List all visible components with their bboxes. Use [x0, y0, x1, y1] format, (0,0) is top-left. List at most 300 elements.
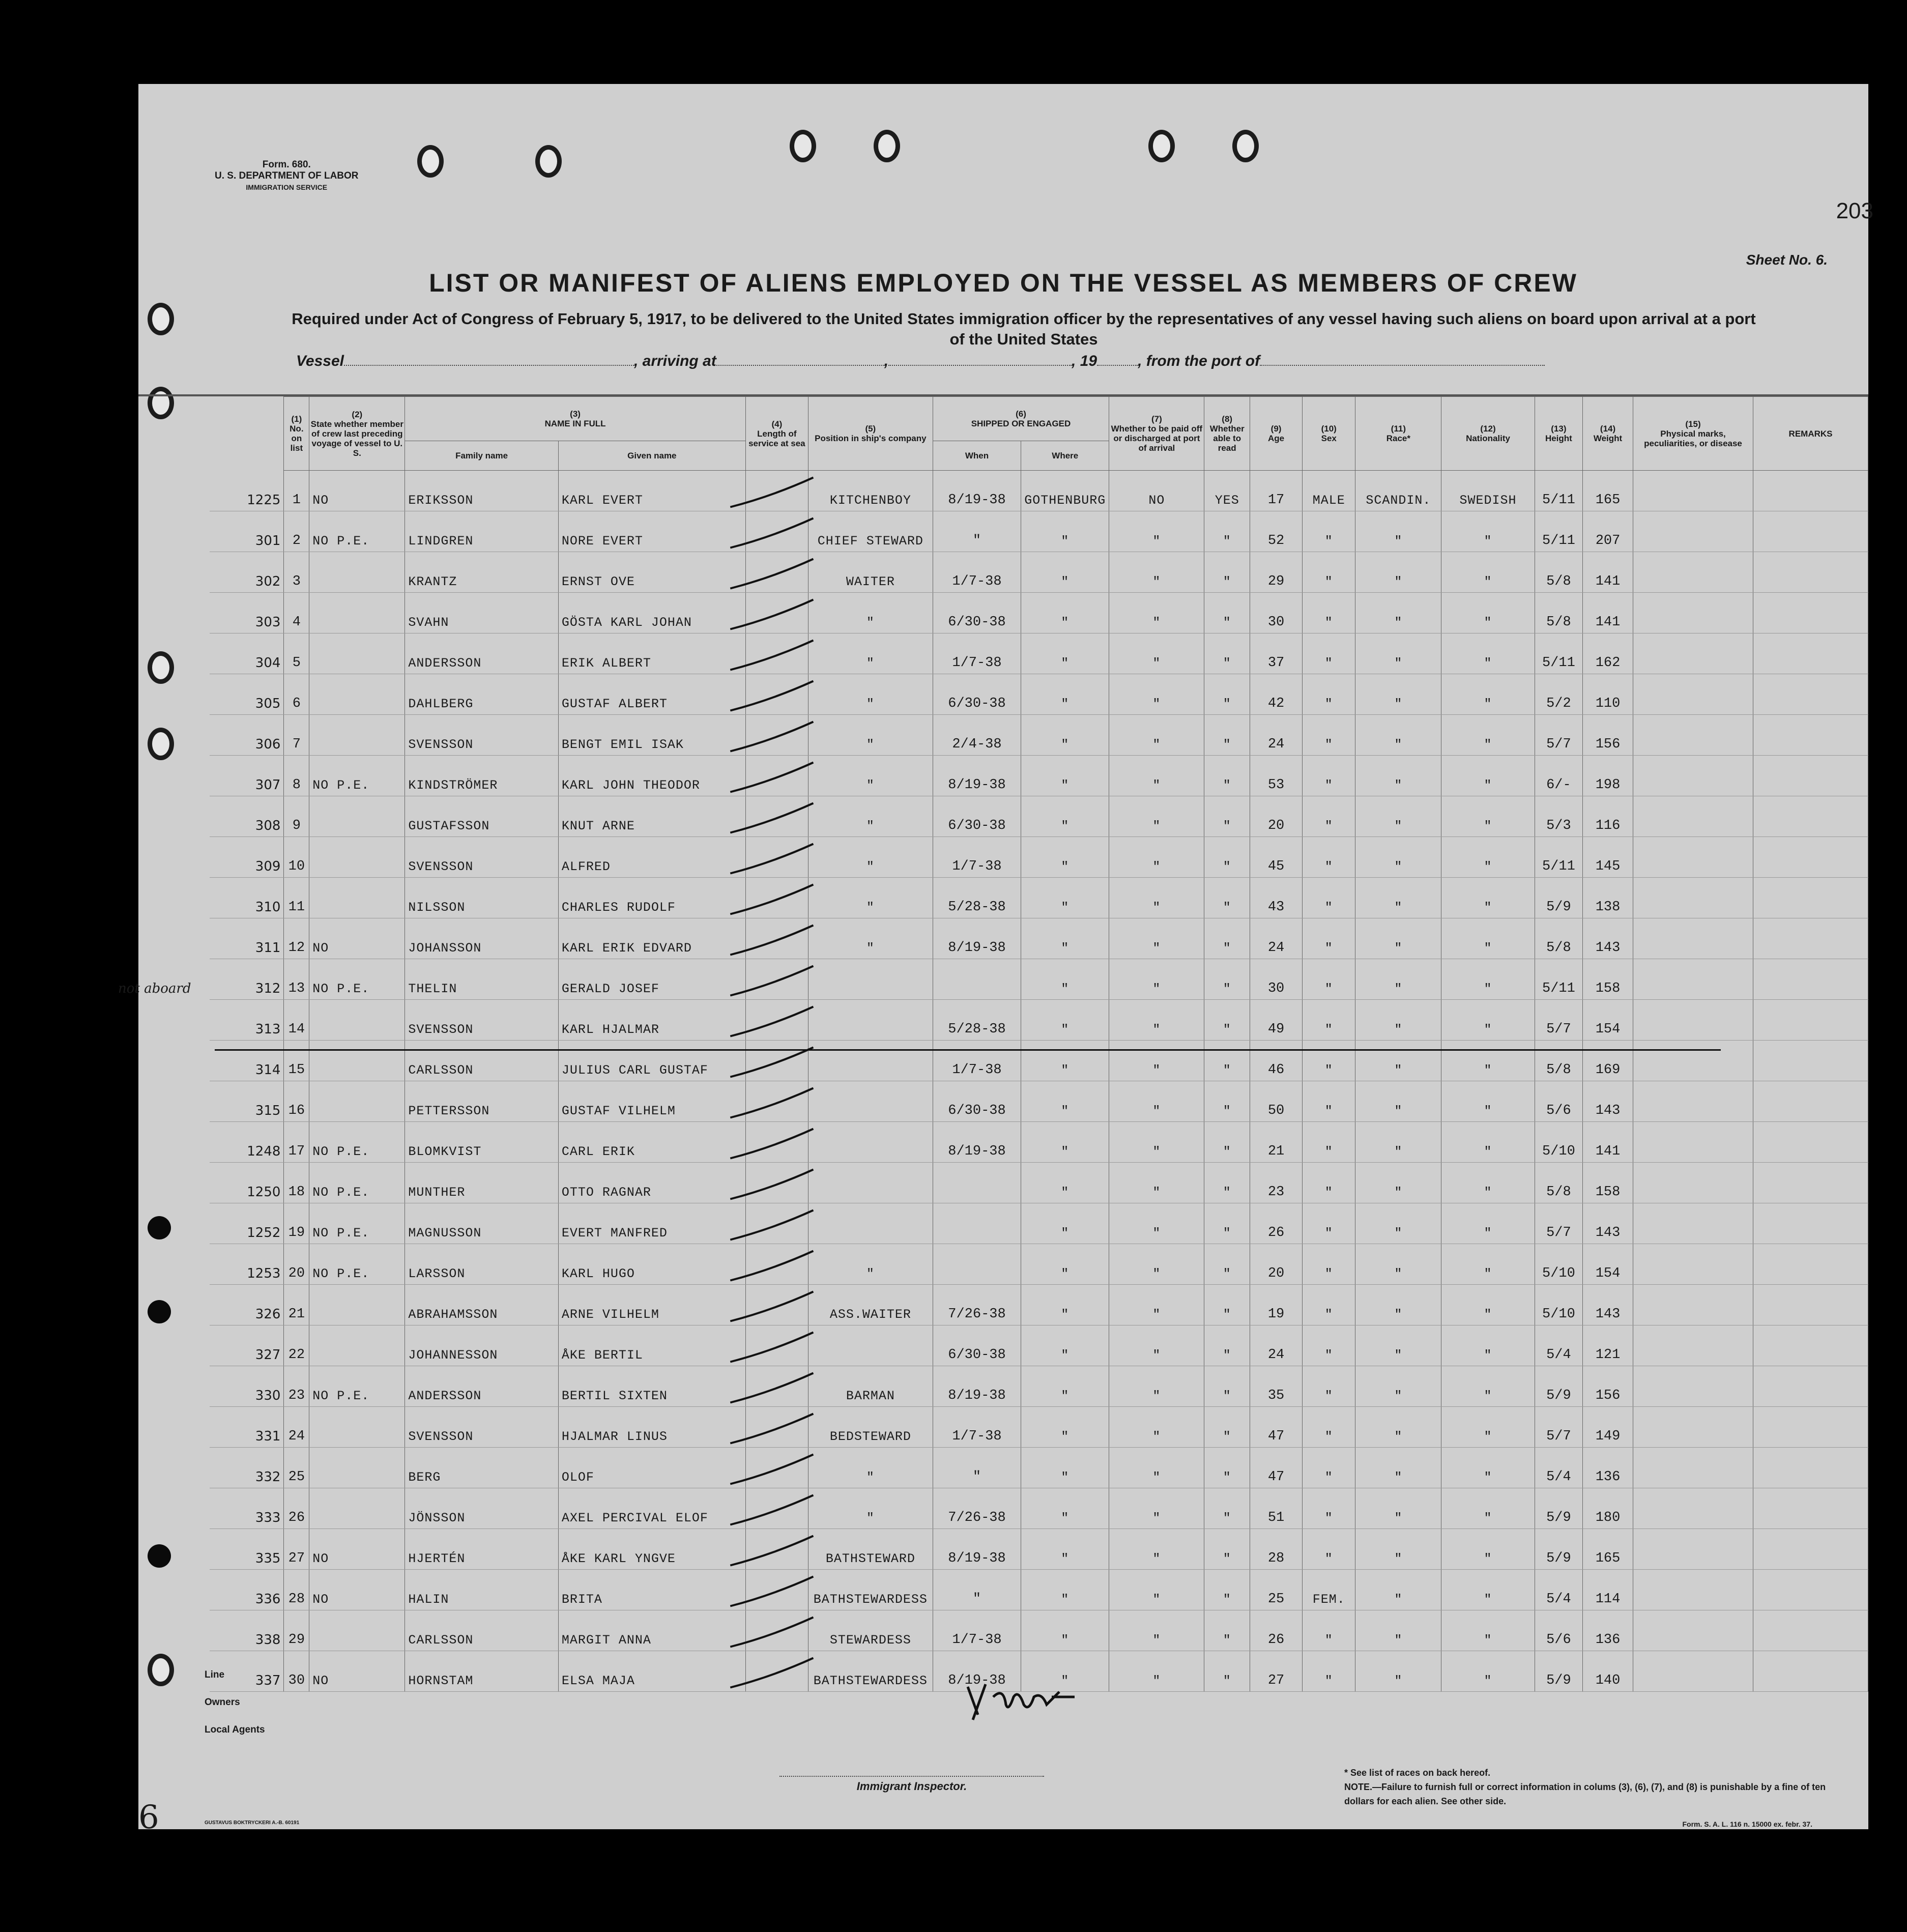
shipped-when-cell: 5/28-38 [933, 878, 1021, 918]
race-cell: " [1355, 674, 1441, 715]
able-to-read-cell: " [1204, 1610, 1250, 1651]
family-name-cell: ANDERSSON [405, 1366, 559, 1407]
line-label: Line [205, 1669, 225, 1680]
paid-off-cell: " [1109, 1081, 1204, 1122]
able-to-read-cell: " [1204, 1651, 1250, 1692]
previous-voyage-cell: NO P.E. [309, 1244, 405, 1285]
shipped-where-cell: " [1021, 959, 1109, 1000]
nationality-cell: " [1441, 918, 1535, 959]
previous-voyage-cell: NO P.E. [309, 756, 405, 796]
shipped-where-cell: " [1021, 1203, 1109, 1244]
margin-number-cell: 337 [210, 1651, 284, 1692]
shipped-when-cell: 2/4-38 [933, 715, 1021, 756]
family-name-cell: HORNSTAM [405, 1651, 559, 1692]
race-cell: " [1355, 1081, 1441, 1122]
given-name-cell: MARGIT ANNA [558, 1610, 745, 1651]
family-name-cell: LINDGREN [405, 511, 559, 552]
given-name-cell: OLOF [558, 1448, 745, 1488]
handwritten-number: 6 [138, 1799, 159, 1836]
slash-mark [730, 1658, 813, 1688]
paid-off-cell: " [1109, 756, 1204, 796]
margin-number-cell: 338 [210, 1610, 284, 1651]
shipped-where-cell: " [1021, 756, 1109, 796]
family-name-cell: LARSSON [405, 1244, 559, 1285]
from-port-label: , from the port of [1138, 353, 1260, 369]
shipped-where-cell: " [1021, 1163, 1109, 1203]
sex-cell: " [1303, 1610, 1355, 1651]
sex-cell: " [1303, 796, 1355, 837]
nationality-cell: SWEDISH [1441, 471, 1535, 511]
margin-number-cell: 1225 [210, 471, 284, 511]
list-number-cell: 9 [284, 796, 309, 837]
not-aboard-annotation: not aboard [118, 981, 191, 996]
age-cell: 20 [1250, 796, 1302, 837]
margin-number-cell: 311 [210, 918, 284, 959]
position-cell: WAITER [808, 552, 933, 593]
margin-number-cell: 307 [210, 756, 284, 796]
height-cell: 5/9 [1535, 1529, 1582, 1570]
given-name-cell: KARL HJALMAR [558, 1000, 745, 1041]
height-cell: 5/10 [1535, 1285, 1582, 1325]
position-cell: BARMAN [808, 1366, 933, 1407]
height-cell: 5/7 [1535, 1407, 1582, 1448]
given-name-cell: HJALMAR LINUS [558, 1407, 745, 1448]
position-cell: " [808, 837, 933, 878]
margin-number-cell: 336 [210, 1570, 284, 1610]
nationality-cell: " [1441, 796, 1535, 837]
sheet-number: Sheet No. 6. [1746, 252, 1828, 268]
family-name-cell: HJERTÉN [405, 1529, 559, 1570]
previous-voyage-cell: NO P.E. [309, 511, 405, 552]
sex-cell: " [1303, 1203, 1355, 1244]
previous-voyage-cell: NO P.E. [309, 1163, 405, 1203]
margin-number-cell: 304 [210, 633, 284, 674]
margin-number-cell: 330 [210, 1366, 284, 1407]
able-to-read-cell: " [1204, 1203, 1250, 1244]
margin-number-cell: 335 [210, 1529, 284, 1570]
page-title: LIST OR MANIFEST OF ALIENS EMPLOYED ON THE VESSEL AS MEMBERS OF CREW [429, 269, 1578, 297]
height-cell: 5/3 [1535, 796, 1582, 837]
weight-cell: 121 [1583, 1325, 1633, 1366]
nationality-cell: " [1441, 633, 1535, 674]
slash-mark [730, 1088, 813, 1118]
position-cell: " [808, 633, 933, 674]
height-cell: 5/9 [1535, 878, 1582, 918]
sex-cell: " [1303, 1366, 1355, 1407]
nationality-cell: " [1441, 1610, 1535, 1651]
height-cell: 5/10 [1535, 1244, 1582, 1285]
shipped-when-cell: " [933, 511, 1021, 552]
position-cell: " [808, 674, 933, 715]
given-name-cell: ELSA MAJA [558, 1651, 745, 1692]
family-name-cell: BERG [405, 1448, 559, 1488]
department: U. S. DEPARTMENT OF LABOR [215, 170, 359, 181]
nationality-cell: " [1441, 1448, 1535, 1488]
margin-number-cell: 1250 [210, 1163, 284, 1203]
race-cell: " [1355, 1203, 1441, 1244]
position-cell: BEDSTEWARD [808, 1407, 933, 1448]
paid-off-cell: " [1109, 959, 1204, 1000]
slash-mark [730, 559, 813, 589]
sex-cell: " [1303, 1081, 1355, 1122]
shipped-where-cell: " [1021, 1366, 1109, 1407]
weight-cell: 154 [1583, 1000, 1633, 1041]
given-name-cell: BRITA [558, 1570, 745, 1610]
age-cell: 37 [1250, 633, 1302, 674]
paid-off-cell: " [1109, 552, 1204, 593]
age-cell: 45 [1250, 837, 1302, 878]
race-cell: " [1355, 756, 1441, 796]
age-cell: 27 [1250, 1651, 1302, 1692]
slash-mark [730, 1251, 813, 1281]
age-cell: 30 [1250, 959, 1302, 1000]
position-cell: BATHSTEWARDESS [808, 1651, 933, 1692]
able-to-read-cell: " [1204, 1081, 1250, 1122]
margin-number-cell: 310 [210, 878, 284, 918]
sex-cell: " [1303, 1488, 1355, 1529]
sex-cell: " [1303, 1651, 1355, 1692]
slash-mark [730, 885, 813, 914]
paid-off-cell: " [1109, 1488, 1204, 1529]
family-name-cell: CARLSSON [405, 1610, 559, 1651]
margin-number-cell: 331 [210, 1407, 284, 1448]
footer-note [1344, 1766, 1843, 1808]
shipped-when-cell: 6/30-38 [933, 1325, 1021, 1366]
shipped-where-cell: " [1021, 674, 1109, 715]
shipped-where-cell: " [1021, 633, 1109, 674]
nationality-cell: " [1441, 1325, 1535, 1366]
slash-mark [730, 518, 813, 548]
shipped-where-cell: " [1021, 1122, 1109, 1163]
agents-label: Local Agents [205, 1724, 265, 1735]
paid-off-cell: " [1109, 1651, 1204, 1692]
col-paid-header: (7) Whether to be paid off or discharged at port of arrival [1109, 397, 1204, 471]
age-cell: 50 [1250, 1081, 1302, 1122]
slash-mark [730, 1292, 813, 1321]
nationality-cell: " [1441, 1081, 1535, 1122]
weight-cell: 198 [1583, 756, 1633, 796]
col-family-header: Family name [405, 441, 559, 471]
able-to-read-cell: " [1204, 1570, 1250, 1610]
height-cell: 5/9 [1535, 1651, 1582, 1692]
paid-off-cell: " [1109, 1407, 1204, 1448]
height-cell: 5/4 [1535, 1570, 1582, 1610]
shipped-where-cell: " [1021, 1610, 1109, 1651]
able-to-read-cell: " [1204, 756, 1250, 796]
slash-mark [730, 600, 813, 629]
shipped-when-cell: 7/26-38 [933, 1488, 1021, 1529]
race-cell: " [1355, 1122, 1441, 1163]
margin-number-cell: 312 [210, 959, 284, 1000]
list-number-cell: 30 [284, 1651, 309, 1692]
race-cell: " [1355, 1041, 1441, 1081]
able-to-read-cell: " [1204, 1163, 1250, 1203]
paid-off-cell: " [1109, 1122, 1204, 1163]
able-to-read-cell: " [1204, 1244, 1250, 1285]
slash-mark [730, 1333, 813, 1362]
sex-cell: " [1303, 1285, 1355, 1325]
shipped-where-cell: " [1021, 1244, 1109, 1285]
position-cell: " [808, 796, 933, 837]
weight-cell: 165 [1583, 1529, 1633, 1570]
margin-number-cell: 313 [210, 1000, 284, 1041]
family-name-cell: JOHANSSON [405, 918, 559, 959]
shipped-when-cell: 1/7-38 [933, 552, 1021, 593]
col-weight-header: (14) Weight [1583, 397, 1633, 471]
age-cell: 17 [1250, 471, 1302, 511]
col-where-header: Where [1021, 441, 1109, 471]
given-name-cell: GERALD JOSEF [558, 959, 745, 1000]
given-name-cell: ÅKE KARL YNGVE [558, 1529, 745, 1570]
given-name-cell: KARL JOHN THEODOR [558, 756, 745, 796]
height-cell: 5/8 [1535, 593, 1582, 633]
slash-mark [730, 1373, 813, 1403]
slash-mark [730, 681, 813, 711]
race-cell: " [1355, 715, 1441, 756]
race-cell: " [1355, 1407, 1441, 1448]
previous-voyage-cell: NO P.E. [309, 1203, 405, 1244]
shipped-where-cell: " [1021, 1651, 1109, 1692]
margin-number-cell: 327 [210, 1325, 284, 1366]
sex-cell: " [1303, 633, 1355, 674]
height-cell: 5/4 [1535, 1448, 1582, 1488]
race-cell: " [1355, 1651, 1441, 1692]
height-cell: 5/4 [1535, 1325, 1582, 1366]
margin-number-cell: 309 [210, 837, 284, 878]
list-number-cell: 23 [284, 1366, 309, 1407]
shipped-when-cell: 6/30-38 [933, 674, 1021, 715]
height-cell: 5/2 [1535, 674, 1582, 715]
sex-cell: " [1303, 878, 1355, 918]
list-number-cell: 29 [284, 1610, 309, 1651]
col-service-header: (4) Length of service at sea [745, 397, 808, 471]
list-number-cell: 28 [284, 1570, 309, 1610]
able-to-read-cell: " [1204, 552, 1250, 593]
slash-mark [730, 641, 813, 670]
position-cell: CHIEF STEWARD [808, 511, 933, 552]
position-cell: " [808, 756, 933, 796]
nationality-cell: " [1441, 1000, 1535, 1041]
nationality-cell: " [1441, 1570, 1535, 1610]
race-cell: " [1355, 1285, 1441, 1325]
arriving-label: , arriving at [633, 353, 716, 369]
list-number-cell: 3 [284, 552, 309, 593]
able-to-read-cell: " [1204, 878, 1250, 918]
service: IMMIGRATION SERVICE [246, 183, 328, 191]
height-cell: 5/10 [1535, 1122, 1582, 1163]
paid-off-cell: " [1109, 715, 1204, 756]
given-name-cell: BERTIL SIXTEN [558, 1366, 745, 1407]
able-to-read-cell: " [1204, 796, 1250, 837]
weight-cell: 180 [1583, 1488, 1633, 1529]
able-to-read-cell: " [1204, 511, 1250, 552]
list-number-cell: 21 [284, 1285, 309, 1325]
sex-cell: " [1303, 593, 1355, 633]
age-cell: 26 [1250, 1203, 1302, 1244]
position-cell: " [808, 715, 933, 756]
position-cell: " [808, 878, 933, 918]
family-name-cell: ANDERSSON [405, 633, 559, 674]
list-number-cell: 11 [284, 878, 309, 918]
slash-mark [730, 1007, 813, 1036]
weight-cell: 158 [1583, 1163, 1633, 1203]
sex-cell: " [1303, 715, 1355, 756]
height-cell: 5/8 [1535, 1163, 1582, 1203]
family-name-cell: KINDSTRÖMER [405, 756, 559, 796]
height-cell: 6/- [1535, 756, 1582, 796]
races-note: * See list of races on back hereof. [1344, 1768, 1491, 1778]
nationality-cell: " [1441, 1407, 1535, 1448]
paid-off-cell: " [1109, 1570, 1204, 1610]
race-cell: " [1355, 837, 1441, 878]
given-name-cell: KARL EVERT [558, 471, 745, 511]
shipped-when-cell: 6/30-38 [933, 593, 1021, 633]
weight-cell: 145 [1583, 837, 1633, 878]
shipped-when-cell: 8/19-38 [933, 918, 1021, 959]
sex-cell: " [1303, 1407, 1355, 1448]
age-cell: 51 [1250, 1488, 1302, 1529]
sex-cell: " [1303, 1244, 1355, 1285]
slash-mark [730, 1455, 813, 1484]
given-name-cell: NORE EVERT [558, 511, 745, 552]
height-cell: 5/7 [1535, 1203, 1582, 1244]
paid-off-cell: " [1109, 1610, 1204, 1651]
col-shipped-header: (6) SHIPPED OR ENGAGED [933, 397, 1109, 441]
paid-off-cell: " [1109, 918, 1204, 959]
weight-cell: 143 [1583, 1081, 1633, 1122]
shipped-where-cell: " [1021, 1285, 1109, 1325]
nationality-cell: " [1441, 1366, 1535, 1407]
slash-mark [730, 763, 813, 792]
previous-voyage-cell: NO P.E. [309, 1122, 405, 1163]
shipped-when-cell: 8/19-38 [933, 1529, 1021, 1570]
paid-off-cell: " [1109, 1203, 1204, 1244]
weight-cell: 169 [1583, 1041, 1633, 1081]
paid-off-cell: " [1109, 1366, 1204, 1407]
owners-label: Owners [205, 1697, 240, 1708]
height-cell: 5/7 [1535, 1000, 1582, 1041]
paid-off-cell: " [1109, 1244, 1204, 1285]
race-cell: SCANDIN. [1355, 471, 1441, 511]
vessel-label: Vessel [296, 353, 344, 369]
shipped-when-cell: 1/7-38 [933, 1610, 1021, 1651]
shipped-when-cell: 1/7-38 [933, 1041, 1021, 1081]
sex-cell: MALE [1303, 471, 1355, 511]
list-number-cell: 17 [284, 1122, 309, 1163]
col-age-header: (9) Age [1250, 397, 1302, 471]
slash-mark [730, 966, 813, 996]
able-to-read-cell: " [1204, 1529, 1250, 1570]
race-cell: " [1355, 1366, 1441, 1407]
age-cell: 26 [1250, 1610, 1302, 1651]
shipped-when-cell: 6/30-38 [933, 1081, 1021, 1122]
able-to-read-cell: " [1204, 918, 1250, 959]
margin-number-cell: 333 [210, 1488, 284, 1529]
weight-cell: 156 [1583, 1366, 1633, 1407]
list-number-cell: 2 [284, 511, 309, 552]
margin-number-cell: 315 [210, 1081, 284, 1122]
able-to-read-cell: " [1204, 1000, 1250, 1041]
nationality-cell: " [1441, 1651, 1535, 1692]
paid-off-cell: " [1109, 633, 1204, 674]
weight-cell: 156 [1583, 715, 1633, 756]
age-cell: 47 [1250, 1407, 1302, 1448]
paid-off-cell: " [1109, 1285, 1204, 1325]
slash-mark [730, 1414, 813, 1444]
col-marks-header: (15) Physical marks, peculiarities, or disease [1633, 397, 1753, 471]
family-name-cell: MAGNUSSON [405, 1203, 559, 1244]
height-cell: 5/8 [1535, 1041, 1582, 1081]
family-name-cell: SVENSSON [405, 715, 559, 756]
given-name-cell: EVERT MANFRED [558, 1203, 745, 1244]
list-number-cell: 16 [284, 1081, 309, 1122]
paid-off-cell: " [1109, 1448, 1204, 1488]
list-number-cell: 13 [284, 959, 309, 1000]
nationality-cell: " [1441, 1041, 1535, 1081]
race-cell: " [1355, 633, 1441, 674]
position-cell: " [808, 1244, 933, 1285]
able-to-read-cell: " [1204, 837, 1250, 878]
sex-cell: " [1303, 756, 1355, 796]
shipped-when-cell: 6/30-38 [933, 796, 1021, 837]
weight-cell: 158 [1583, 959, 1633, 1000]
able-to-read-cell: " [1204, 1366, 1250, 1407]
sex-cell: " [1303, 837, 1355, 878]
previous-voyage-cell: NO [309, 471, 405, 511]
slash-mark [730, 926, 813, 955]
shipped-when-cell: 5/28-38 [933, 1000, 1021, 1041]
age-cell: 46 [1250, 1041, 1302, 1081]
able-to-read-cell: " [1204, 1407, 1250, 1448]
family-name-cell: ERIKSSON [405, 471, 559, 511]
weight-cell: 141 [1583, 552, 1633, 593]
list-number-cell: 7 [284, 715, 309, 756]
nationality-cell: " [1441, 878, 1535, 918]
nationality-cell: " [1441, 1244, 1535, 1285]
list-number-cell: 5 [284, 633, 309, 674]
shipped-where-cell: " [1021, 511, 1109, 552]
weight-cell: 141 [1583, 1122, 1633, 1163]
sex-cell: FEM. [1303, 1570, 1355, 1610]
slash-mark [730, 1170, 813, 1199]
shipped-where-cell: " [1021, 593, 1109, 633]
list-number-cell: 8 [284, 756, 309, 796]
able-to-read-cell: " [1204, 959, 1250, 1000]
nationality-cell: " [1441, 674, 1535, 715]
slash-mark [730, 1210, 813, 1240]
list-number-cell: 6 [284, 674, 309, 715]
shipped-when-cell: 8/19-38 [933, 1651, 1021, 1692]
nationality-cell: " [1441, 1529, 1535, 1570]
position-cell: " [808, 1448, 933, 1488]
height-cell: 5/8 [1535, 552, 1582, 593]
margin-number-cell: 305 [210, 674, 284, 715]
paid-off-cell: " [1109, 1529, 1204, 1570]
page-subtitle: Required under Act of Congress of February 5, 1917, to be delivered to the United States immigration officer by the representatives of any vessel having such aliens on board upon arrival at a port of the United States [292, 310, 1756, 348]
shipped-where-cell: GOTHENBURG [1021, 471, 1109, 511]
slash-mark [730, 1536, 813, 1566]
given-name-cell: BENGT EMIL ISAK [558, 715, 745, 756]
given-name-cell: ALFRED [558, 837, 745, 878]
height-cell: 5/11 [1535, 633, 1582, 674]
shipped-where-cell: " [1021, 1448, 1109, 1488]
list-number-cell: 18 [284, 1163, 309, 1203]
paid-off-cell: " [1109, 1163, 1204, 1203]
height-cell: 5/6 [1535, 1081, 1582, 1122]
margin-number-cell: 326 [210, 1285, 284, 1325]
previous-voyage-cell: NO [309, 1529, 405, 1570]
shipped-when-cell: 1/7-38 [933, 633, 1021, 674]
